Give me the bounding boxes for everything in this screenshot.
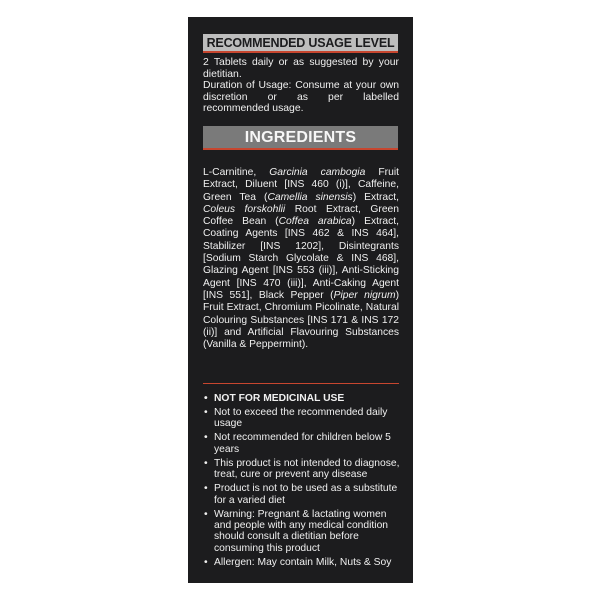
warning-text: Not recommended for children below 5 years (214, 432, 391, 455)
warnings-list (203, 393, 401, 571)
warning-text: Product is not to be used as a substitute for a varied diet (214, 483, 398, 506)
ingredients-text-segment: L-Carnitine, (203, 167, 270, 178)
usage-text (203, 57, 399, 115)
bullet-icon: • (204, 407, 208, 418)
product-label-panel (188, 17, 413, 583)
ingredients-list (203, 167, 399, 351)
warning-text: Not to exceed the recommended daily usage (214, 407, 388, 430)
ingredients-botanical-name: Coleus forskohlii (203, 203, 286, 215)
ingredients-text-segment: ) Extract, (352, 191, 400, 203)
usage-duration-text: Duration of Usage: Consume at your own discretion or as per labelled recommended usage. (203, 80, 399, 114)
ingredients-botanical-name: Camellia sinensis (267, 191, 353, 203)
ingredients-text-segment: ) Fruit Extract, Chromium Picolinate, Natural Colouring Substances [INS 171 & INS 172 (ii)] and Artificial Flavouring Substances (Vanilla & Peppermint). (203, 289, 400, 351)
warning-item (203, 483, 401, 506)
warning-item (203, 458, 401, 481)
ingredients-botanical-name: Coffea arabica (278, 216, 352, 228)
ingredients-text-segment: ) Extract, Coating Agents [INS 462 & INS 464], Stabilizer [INS 1202], Disintegrants [Sodium Starch Glycolate & INS 468], Glazing Agent [INS 553 (iii)], Anti-Sticking Agent [INS 470 (iii)], Anti-Caking Agent [INS 551], Black Pepper ( (203, 216, 399, 301)
usage-dosage-text: 2 Tablets daily or as suggested by your dietitian. (203, 57, 399, 80)
bullet-icon: • (204, 556, 208, 568)
ingredients-text-segment: Fruit Extract, Diluent [INS 460 (i)], Caffeine, Green Tea ( (203, 167, 399, 203)
warning-item (203, 393, 401, 404)
ingredients-botanical-name: Piper nigrum (333, 289, 396, 301)
ingredients-text-segment: Root Extract, Green Coffee Bean ( (203, 203, 400, 228)
warning-text: This product is not intended to diagnose, treat, cure or prevent any disease (214, 457, 400, 481)
warning-item (203, 407, 401, 430)
bullet-icon: • (204, 508, 208, 520)
warning-item (203, 432, 401, 455)
ingredients-heading: INGREDIENTS (203, 126, 398, 150)
section-divider (203, 383, 399, 384)
bullet-icon: • (204, 457, 208, 469)
warning-text: Allergen: May contain Milk, Nuts & Soy (214, 556, 392, 568)
warning-item (203, 557, 401, 568)
warning-item (203, 509, 401, 555)
bullet-icon: • (204, 393, 208, 404)
warning-text: Warning: Pregnant & lactating women and people with any medical condition should consult a dietitian before consuming this product (214, 508, 389, 554)
usage-heading: RECOMMENDED USAGE LEVEL (203, 34, 398, 53)
bullet-icon: • (204, 483, 208, 495)
ingredients-botanical-name: Garcinia cambogia (269, 167, 366, 178)
warning-text: NOT FOR MEDICINAL USE (214, 393, 345, 404)
bullet-icon: • (204, 432, 208, 444)
